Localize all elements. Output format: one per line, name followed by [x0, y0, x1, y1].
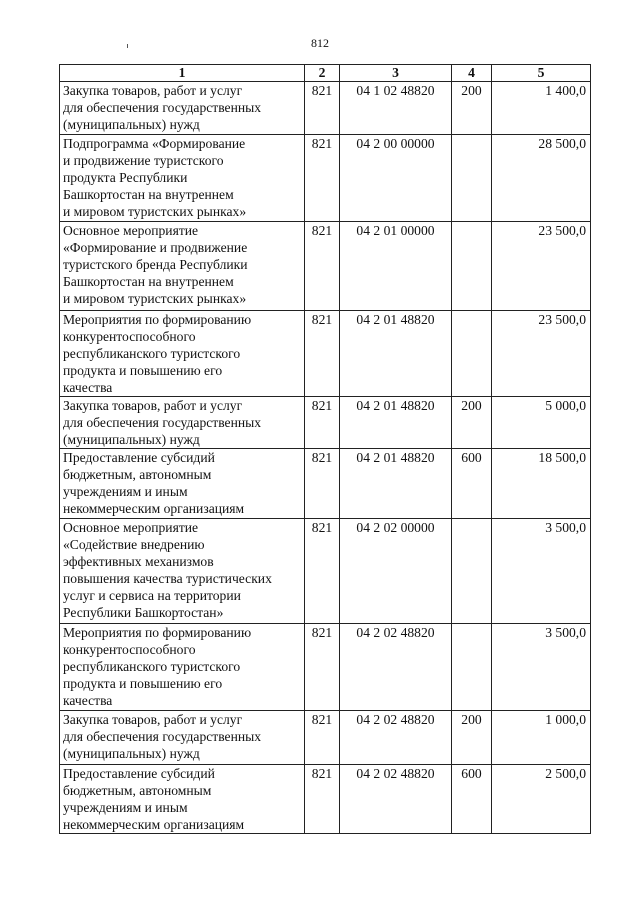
table-row	[60, 624, 591, 711]
row-target-article: 04 2 02 48820	[340, 765, 452, 834]
table-row	[60, 135, 591, 222]
row-target-article: 04 2 02 00000	[340, 519, 452, 624]
row-expense-type: 600	[452, 449, 492, 519]
header-cell-5: 5	[492, 65, 591, 82]
table-row	[60, 397, 591, 449]
row-amount: 28 500,0	[492, 135, 591, 222]
header-cell-1: 1	[60, 65, 305, 82]
table-row	[60, 519, 591, 624]
row-expense-type: 200	[452, 711, 492, 765]
row-amount: 3 500,0	[492, 624, 591, 711]
row-amount: 23 500,0	[492, 311, 591, 397]
header-cell-2: 2	[305, 65, 340, 82]
row-target-article: 04 2 00 00000	[340, 135, 452, 222]
row-amount: 5 000,0	[492, 397, 591, 449]
row-expense-type	[452, 135, 492, 222]
row-target-article: 04 2 02 48820	[340, 711, 452, 765]
budget-table	[59, 64, 591, 834]
row-description: Основное мероприятие «Формирование и продвижение туристского бренда Республики Башкортостан на внутреннем и мировом туристских рынках»	[60, 222, 305, 311]
row-description: Подпрограмма «Формирование и продвижение туристского продукта Республики Башкортостан на внутреннем и мировом туристских рынках»	[60, 135, 305, 222]
row-target-article: 04 1 02 48820	[340, 82, 452, 135]
row-amount: 23 500,0	[492, 222, 591, 311]
row-ministry-code: 821	[305, 82, 340, 135]
row-description: Мероприятия по формированию конкурентоспособного республиканского туристского продукта и повышению его качества	[60, 624, 305, 711]
row-ministry-code: 821	[305, 765, 340, 834]
row-description: Закупка товаров, работ и услуг для обеспечения государственных (муниципальных) нужд	[60, 397, 305, 449]
table-body	[60, 82, 591, 834]
row-target-article: 04 2 02 48820	[340, 624, 452, 711]
row-description: Закупка товаров, работ и услуг для обеспечения государственных (муниципальных) нужд	[60, 82, 305, 135]
table-row	[60, 711, 591, 765]
row-ministry-code: 821	[305, 397, 340, 449]
row-ministry-code: 821	[305, 222, 340, 311]
table-row	[60, 311, 591, 397]
row-description: Мероприятия по формированию конкурентоспособного республиканского туристского продукта и повышению его качества	[60, 311, 305, 397]
table-row	[60, 449, 591, 519]
row-target-article: 04 2 01 48820	[340, 449, 452, 519]
row-ministry-code: 821	[305, 624, 340, 711]
table-row	[60, 82, 591, 135]
row-expense-type: 600	[452, 765, 492, 834]
row-target-article: 04 2 01 00000	[340, 222, 452, 311]
row-ministry-code: 821	[305, 711, 340, 765]
row-ministry-code: 821	[305, 311, 340, 397]
row-ministry-code: 821	[305, 519, 340, 624]
row-ministry-code: 821	[305, 135, 340, 222]
page-number: 812	[311, 36, 329, 50]
row-expense-type	[452, 222, 492, 311]
header-cell-4: 4	[452, 65, 492, 82]
header-row	[60, 65, 591, 82]
row-description: Основное мероприятие «Содействие внедрению эффективных механизмов повышения качества туристических услуг и сервиса на территории Республики Башкортостан»	[60, 519, 305, 624]
row-amount: 1 000,0	[492, 711, 591, 765]
row-expense-type	[452, 624, 492, 711]
table-row	[60, 765, 591, 834]
row-target-article: 04 2 01 48820	[340, 311, 452, 397]
row-expense-type	[452, 519, 492, 624]
header-cell-3: 3	[340, 65, 452, 82]
row-target-article: 04 2 01 48820	[340, 397, 452, 449]
row-expense-type: 200	[452, 397, 492, 449]
row-amount: 18 500,0	[492, 449, 591, 519]
row-expense-type	[452, 311, 492, 397]
row-expense-type: 200	[452, 82, 492, 135]
row-description: Предоставление субсидий бюджетным, автономным учреждениям и иным некоммерческим организациям	[60, 765, 305, 834]
row-description: Закупка товаров, работ и услуг для обеспечения государственных (муниципальных) нужд	[60, 711, 305, 765]
row-description: Предоставление субсидий бюджетным, автономным учреждениям и иным некоммерческим организациям	[60, 449, 305, 519]
table-row	[60, 222, 591, 311]
row-ministry-code: 821	[305, 449, 340, 519]
scan-mark	[127, 44, 128, 48]
row-amount: 3 500,0	[492, 519, 591, 624]
row-amount: 1 400,0	[492, 82, 591, 135]
row-amount: 2 500,0	[492, 765, 591, 834]
